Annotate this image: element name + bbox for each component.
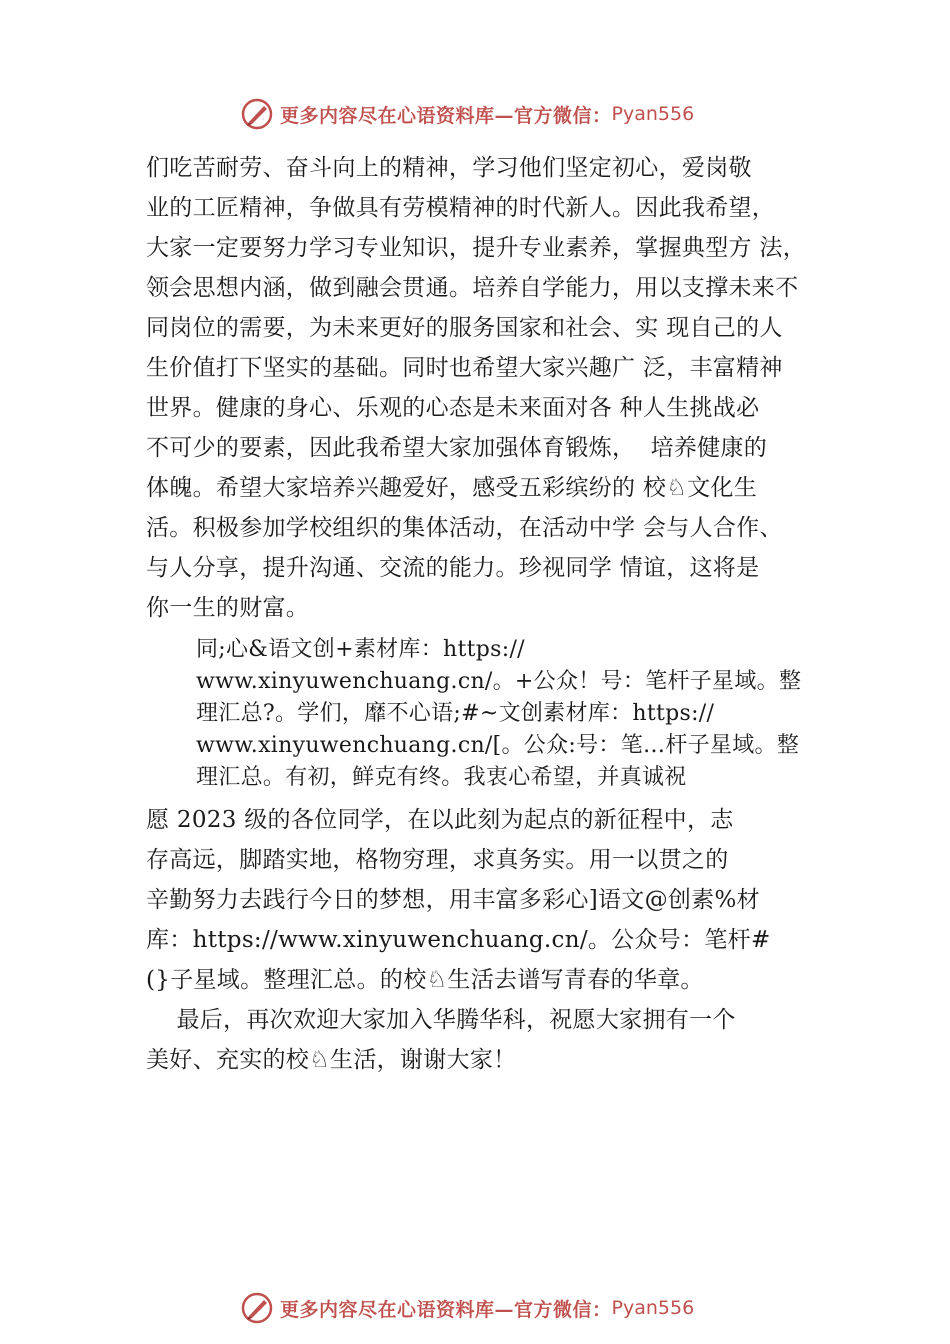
indented-line: 理汇总。有初，鲜克有终。我衷心希望，并真诚祝	[196, 765, 687, 790]
closing-line: 存高远，脚踏实地，格物穷理，求真务实。用一以贯之的	[146, 847, 729, 873]
closing-line: 愿 2023 级的各位同学，在以此刻为起点的新征程中，志	[146, 807, 734, 833]
banner-text: 更多内容尽在心语资料库—官方微信：	[280, 1298, 612, 1321]
closing-line: 辛勤努力去践行今日的梦想，用丰富多彩心]语文@创素%材	[146, 887, 760, 913]
header-banner	[240, 96, 694, 132]
footer-banner	[240, 1290, 694, 1326]
indented-line: www.xinyuwenchuang.cn/[。公众:号：笔…杆子星域。整	[196, 733, 800, 758]
banner-contact: Pyan556	[611, 1297, 695, 1319]
body-line: 你一生的财富。	[146, 595, 310, 621]
closing-line: (}子星域。整理汇总。的校♘生活去谱写青春的华章。	[146, 967, 704, 993]
closing-line: 库：https://www.xinyuwenchuang.cn/。公众号：笔杆#	[146, 927, 771, 953]
document-body	[146, 148, 836, 1080]
pen-logo-icon	[240, 1291, 274, 1325]
body-line: 大家一定要努力学习专业知识，提升专业素养，掌握典型方 法，	[146, 235, 807, 261]
indented-line: 理汇总?。学们，靡不心语;#~文创素材库：https://	[196, 701, 715, 726]
body-line: 同岗位的需要，为未来更好的服务国家和社会、实 现自己的人	[146, 315, 783, 341]
indented-line: www.xinyuwenchuang.cn/。+公众！号：笔杆子星域。整	[196, 669, 802, 694]
indented-line: 同;心&语文创+素材库：https://	[196, 637, 525, 662]
body-line: 世界。健康的身心、乐观的心态是未来面对各 种人生挑战必	[146, 395, 760, 421]
body-line: 生价值打下坚实的基础。同时也希望大家兴趣广 泛，丰富精神	[146, 355, 783, 381]
body-line: 业的工匠精神，争做具有劳模精神的时代新人。因此我希望，	[146, 195, 776, 221]
closing-line: 最后，再次欢迎大家加入华腾华科，祝愿大家拥有一个	[146, 1007, 736, 1033]
body-line: 不可少的要素，因此我希望大家加强体育锻炼， 培养健康的	[146, 435, 768, 461]
banner-text: 更多内容尽在心语资料库—官方微信：	[280, 104, 612, 127]
body-line: 们吃苦耐劳、奋斗向上的精神，学习他们坚定初心，爱岗敬	[146, 155, 752, 181]
body-line: 活。积极参加学校组织的集体活动，在活动中学 会与人合作、	[146, 515, 783, 541]
body-line: 领会思想内涵，做到融会贯通。培养自学能力，用以支撑未来不	[146, 275, 799, 301]
body-line: 体魄。希望大家培养兴趣爱好，感受五彩缤纷的 校♘文化生	[146, 475, 758, 501]
body-line: 与人分享，提升沟通、交流的能力。珍视同学 情谊，这将是	[146, 555, 760, 581]
pen-logo-icon	[240, 97, 274, 131]
banner-contact: Pyan556	[611, 103, 695, 125]
closing-line: 美好、充实的校♘生活，谢谢大家！	[146, 1047, 517, 1073]
